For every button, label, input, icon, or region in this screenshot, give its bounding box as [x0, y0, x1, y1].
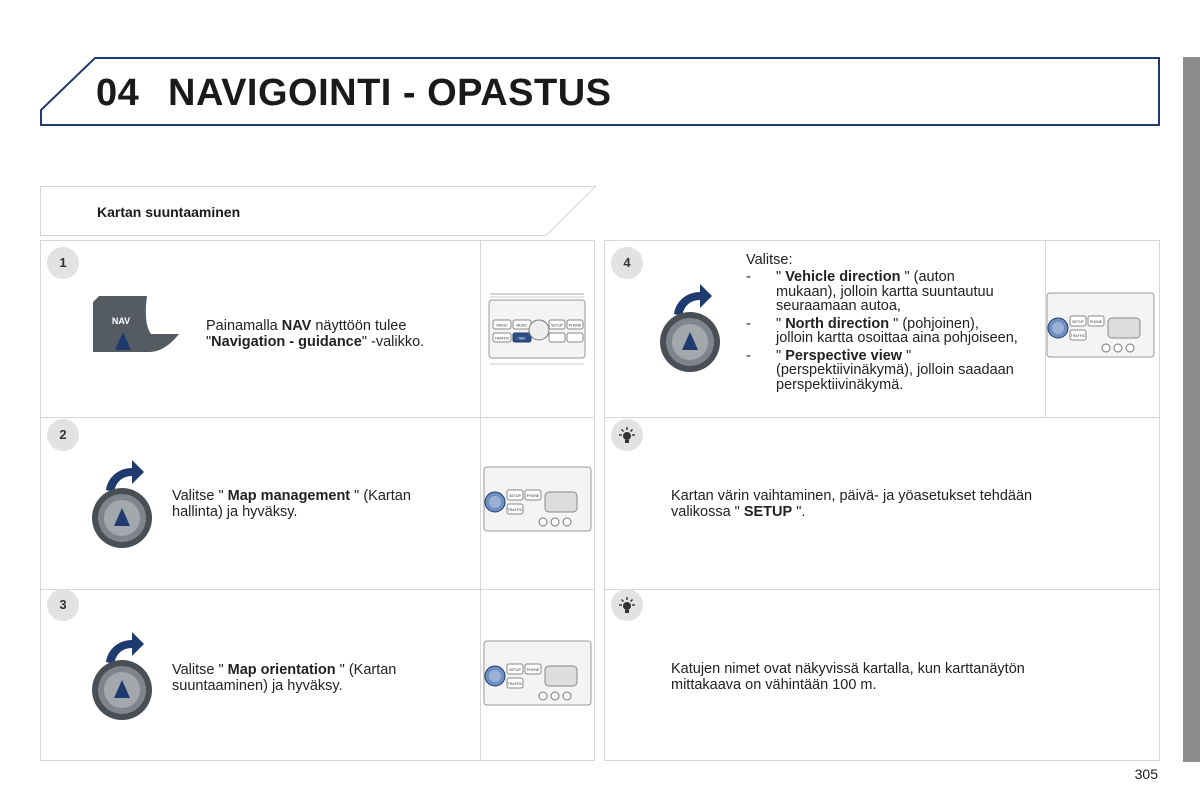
- row-divider: [40, 589, 595, 590]
- svg-text:TRAFFIC: TRAFFIC: [507, 682, 523, 686]
- hint-badge: [611, 589, 643, 621]
- option-perspective-view: - " Perspective view " (perspektiivinäkymä), jolloin saadaan perspektiivinäkymä.: [746, 347, 1014, 393]
- svg-text:TRAFFIC: TRAFFIC: [494, 336, 510, 341]
- svg-text:PHONE: PHONE: [526, 668, 540, 672]
- column-divider: [480, 240, 481, 761]
- nav-button-illustration: [93, 296, 183, 376]
- light-bulb-icon: [611, 419, 643, 451]
- step-badge-3: 3: [47, 589, 79, 621]
- step-3-text: Valitse " Map orientation " (Kartan suuntaaminen) ja hyväksy.: [172, 662, 397, 694]
- step-badge-4: 4: [611, 247, 643, 279]
- svg-text:PHONE: PHONE: [526, 494, 540, 498]
- chapter-side-tab: [1183, 57, 1200, 762]
- svg-text:PHONE: PHONE: [1089, 320, 1103, 324]
- step-1-text: Painamalla NAV näyttöön tulee "Navigation - guidance" -valikko.: [206, 318, 425, 350]
- svg-text:NAV: NAV: [518, 336, 526, 341]
- row-divider: [604, 589, 1160, 590]
- svg-text:PHONE: PHONE: [568, 323, 582, 328]
- control-panel-illustration: [483, 466, 593, 539]
- step-badge-1: 1: [47, 247, 79, 279]
- hint-1-text: Kartan värin vaihtaminen, päivä- ja yöasetukset tehdään valikossa " SETUP ".: [671, 488, 1033, 520]
- step-2-text: Valitse " Map management " (Kartan hallinta) ja hyväksy.: [172, 488, 411, 520]
- page-number: 305: [1134, 766, 1158, 782]
- step-4-intro: Valitse:: [746, 252, 793, 268]
- svg-text:RADIO: RADIO: [496, 323, 508, 328]
- option-vehicle-direction: - " Vehicle direction " (auton mukaan), jolloin kartta suuntautuu seuraamaan autoa,: [746, 269, 994, 314]
- light-bulb-icon: [611, 589, 643, 621]
- row-divider: [40, 417, 595, 418]
- svg-text:TRAFFIC: TRAFFIC: [507, 508, 523, 512]
- svg-text:SETUP: SETUP: [1072, 320, 1084, 324]
- hint-2-text: Katujen nimet ovat näkyvissä kartalla, kun karttanäytön mittakaava on vähintään 100 m.: [671, 661, 1025, 693]
- section-title: Kartan suuntaaminen: [97, 204, 241, 220]
- svg-text:MUSIC: MUSIC: [516, 323, 528, 328]
- control-panel-illustration: [483, 640, 593, 713]
- svg-text:TRAFFIC: TRAFFIC: [1070, 334, 1086, 338]
- control-panel-illustration: [488, 292, 586, 373]
- chapter-title: NAVIGOINTI - OPASTUS: [168, 72, 612, 114]
- option-north-direction: - " North direction " (pohjoinen), jolloin kartta osoittaa aina pohjoiseen,: [746, 315, 1018, 346]
- svg-text:SETUP: SETUP: [509, 494, 521, 498]
- svg-text:SETUP: SETUP: [551, 323, 563, 328]
- row-divider: [604, 417, 1160, 418]
- rotary-knob-illustration: [90, 628, 160, 728]
- orientation-options: [746, 270, 1036, 395]
- rotary-knob-illustration: [658, 280, 728, 380]
- nav-key-label: NAV: [111, 316, 131, 326]
- chapter-number: 04: [96, 72, 140, 114]
- hint-badge: [611, 419, 643, 451]
- control-panel-illustration: [1046, 292, 1156, 365]
- step-badge-2: 2: [47, 419, 79, 451]
- svg-text:SETUP: SETUP: [509, 668, 521, 672]
- rotary-knob-illustration: [90, 456, 160, 556]
